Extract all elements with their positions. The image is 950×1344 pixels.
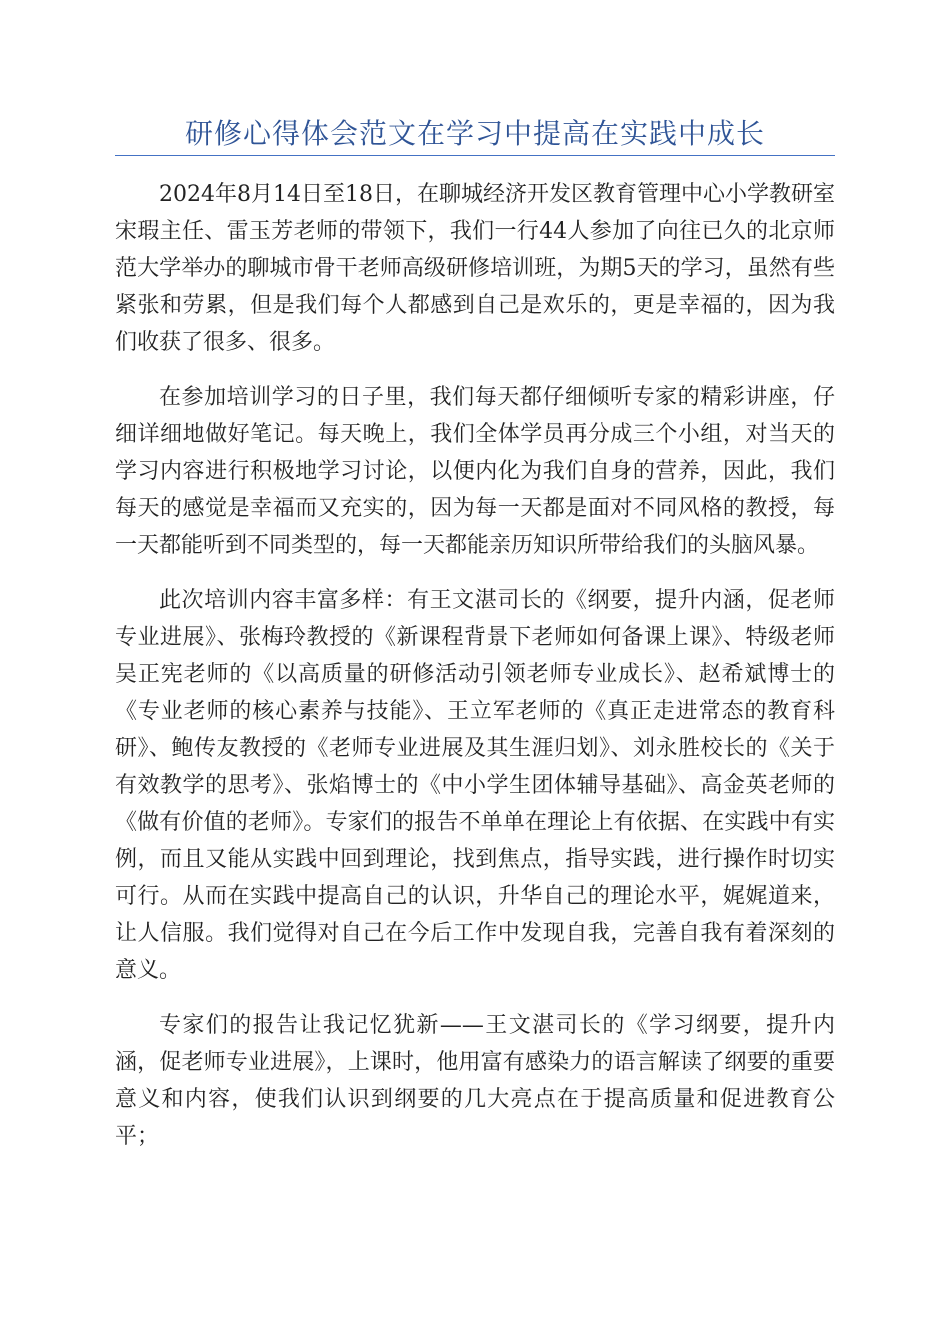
title-underline [115,155,835,156]
page-title: 研修心得体会范文在学习中提高在实践中成长 [184,117,765,150]
document-body [115,176,835,1173]
paragraph-2: 在参加培训学习的日子里，我们每天都仔细倾听专家的精彩讲座，仔细详细地做好笔记。每天晚上，我们全体学员再分成三个小组，对当天的学习内容进行积极地学习讨论，以便内化为我们自身的营养，因此，我们每天的感觉是幸福而又充实的，因为每一天都是面对不同风格的教授，每一天都能听到不同类型的，每一天都能亲历知识所带给我们的头脑风暴。 [115,385,835,558]
paragraph-3: 此次培训内容丰富多样：有王文湛司长的《纲要，提升内涵，促老师专业进展》、张梅玲教授的《新课程背景下老师如何备课上课》、特级老师吴正宪老师的《以高质量的研修活动引领老师专业成长》、赵希斌博士的《专业老师的核心素养与技能》、王立军老师的《真正走进常态的教育科研》、鲍传友教授的《老师专业进展及其生涯归划》、刘永胜校长的《关于有效教学的思考》、张焰博士的《中小学生团体辅导基础》、高金英老师的《做有价值的老师》。专家们的报告不单单在理论上有依据、在实践中有实例，而且又能从实践中回到理论，找到焦点，指导实践，进行操作时切实可行。从而在实践中提高自己的认识，升华自己的理论水平，娓娓道来，让人信服。我们觉得对自己在今后工作中发现自我，完善自我有着深刻的意义。 [115,588,835,983]
paragraph-4: 专家们的报告让我记忆犹新——王文湛司长的《学习纲要，提升内涵，促老师专业进展》，上课时，他用富有感染力的语言解读了纲要的重要意义和内容，使我们认识到纲要的几大亮点在于提高质量和促进教育公平； [115,1013,835,1149]
paragraph-1: 2024年8月14日至18日，在聊城经济开发区教育管理中心小学教研室宋瑕主任、雷玉芳老师的带领下，我们一行44人参加了向往已久的北京师范大学举办的聊城市骨干老师高级研修培训班，为期5天的学习，虽然有些紧张和劳累，但是我们每个人都感到自己是欢乐的，更是幸福的，因为我们收获了很多、很多。 [115,182,835,355]
